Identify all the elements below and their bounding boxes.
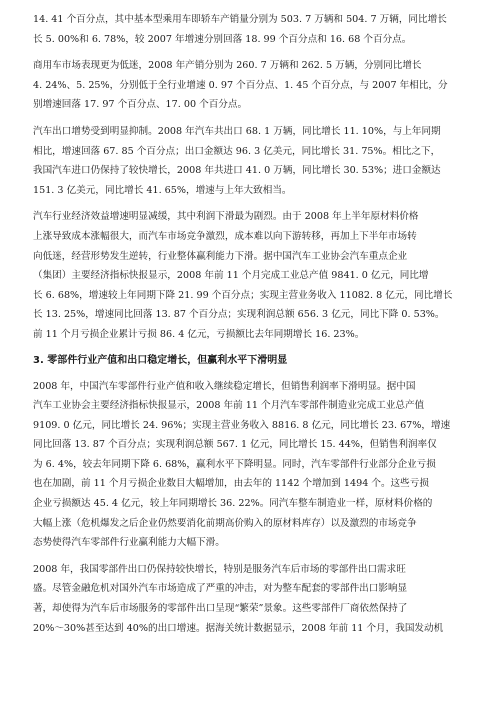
text-line: 我国汽车进口仍保持了较快增长，2008 年共进口 41. 0 万辆，同比增长 30. 53%；进口金额达: [33, 165, 441, 177]
text-line: 151. 3 亿美元，同比增长 41. 65%，增速与上年大致相当。: [33, 184, 292, 196]
text-line: 商用车市场表现更为低迷，2008 年产销分别为 260. 7 万辆和 262. 5 万辆，分别同比增长: [33, 60, 422, 72]
text-line: 9109. 0 亿元，同比增长 24. 96%；实现主营业务收入 8816. 8 亿元，同比增长 23. 67%，增速: [33, 419, 451, 431]
text-line: 前 11 个月亏损企业累计亏损 86. 4 亿元，亏损额比去年同期增长 16. 23%。: [33, 328, 365, 340]
paragraph-vehicle-exports: [33, 122, 478, 200]
paragraph-parts-industry: [33, 377, 478, 553]
text-line: 4. 24%、5. 25%，分别低于全行业增速 0. 97 个百分点、1. 45 个百分点，与 2007 年相比，分: [33, 79, 448, 91]
text-line: 相比，增速回落 67. 85 个百分点；出口金额达 96. 3 亿美元，同比增长 31. 75%。相比之下，: [33, 145, 441, 157]
text-line: 上涨导致成本涨幅很大，而汽车市场竞争激烈，成本难以向下游转移，再加上下半年市场转: [33, 230, 417, 242]
text-line: 同比回落 13. 87 个百分点；实现利润总额 567. 1 亿元，同比增长 15. 44%，但销售利润率仅: [33, 439, 437, 451]
text-line: （集团）主要经济指标快报显示，2008 年前 11 个月完成工业总产值 9841. 0 亿元，同比增: [33, 270, 429, 282]
text-line: 汽车出口增势受到明显抑制。2008 年汽车共出口 68. 1 万辆，同比增长 11. 10%，与上年同期: [33, 125, 441, 137]
text-line: 20%～30%甚至达到 40%的出口增速。据海关统计数据显示，2008 年前 11 个月，我国发动机: [33, 622, 444, 634]
text-line: 态势使得汽车零部件行业赢利能力大幅下滑。: [33, 537, 225, 549]
paragraph-parts-exports: [33, 560, 478, 638]
text-line: 2008 年，我国零部件出口仍保持较快增长，特别是服务汽车后市场的零部件出口需求旺: [33, 563, 406, 575]
text-line: 别增速回落 17. 97 个百分点、17. 00 个百分点。: [33, 99, 248, 111]
text-line: 著，却使得为汽车后市场服务的零部件出口呈现“繁荣”景象。这些零部件厂商依然保持了: [33, 603, 408, 615]
text-line: 汽车行业经济效益增速明显减缓，其中利润下滑最为剧烈。由于 2008 年上半年原材料价格: [33, 211, 419, 223]
text-line: 企业亏损额达 45. 4 亿元，较上年同期增长 36. 22%。同汽车整车制造业一样，原材料价格的: [33, 498, 433, 510]
text-line: 向低迷，经营形势发生逆转，行业整体赢利能力下滑。据中国汽车工业协会汽车重点企业: [33, 250, 408, 262]
text-line: 大幅上涨（危机爆发之后企业仍然要消化前期高价购入的原材料库存）以及激烈的市场竞争: [33, 517, 417, 529]
paragraph-passenger-car-sales: [33, 10, 478, 49]
paragraph-industry-profit: [33, 207, 478, 344]
text-line: 也在加剧，前 11 个月亏损企业数目大幅增加，由去年的 1142 个增加到 1494 个。这些亏损: [33, 478, 429, 490]
text-line: 长 5. 00%和 6. 78%，较 2007 年增速分别回落 18. 99 个百分点和 16. 68 个百分点。: [33, 33, 412, 45]
text-line: 长 13. 25%，增速同比回落 13. 87 个百分点；实现利润总额 656. 3 亿元，同比下降 0. 53%。: [33, 309, 445, 321]
text-line: 2008 年，中国汽车零部件行业产值和收入继续稳定增长，但销售利润率下滑明显。据中国: [33, 380, 416, 392]
paragraph-commercial-vehicles: [33, 56, 478, 115]
text-line: 盛。尽管金融危机对国外汽车市场造成了严重的冲击，对为整车配套的零部件出口影响显: [33, 583, 408, 595]
text-line: 长 6. 68%，增速较上年同期下降 21. 99 个百分点；实现主营业务收入 11082. 8 亿元，同比增长: [33, 289, 453, 301]
text-line: 为 6. 4%，较去年同期下降 6. 68%，赢利水平下降明显。同时，汽车零部件行业部分企业亏损: [33, 458, 436, 470]
text-line: 14. 41 个百分点，其中基本型乘用车即轿车产销量分别为 503. 7 万辆和 504. 7 万辆，同比增长: [33, 14, 447, 25]
text-line: 汽车工业协会主要经济指标快报显示，2008 年前 11 个月汽车零部件制造业完成工业总产值: [33, 400, 425, 412]
section-heading: 3. 零部件行业产值和出口稳定增长，但赢利水平下滑明显: [33, 354, 288, 366]
